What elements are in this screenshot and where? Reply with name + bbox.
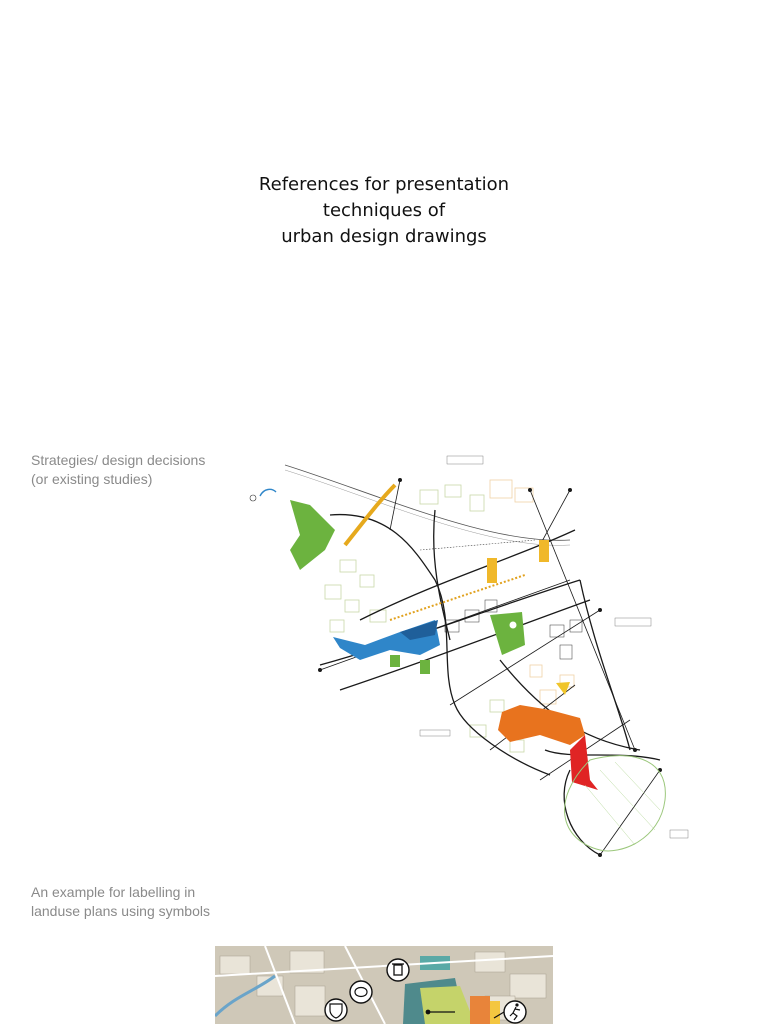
labelling-caption-line-2: landuse plans using symbols — [31, 903, 210, 919]
title-line-3: urban design drawings — [281, 226, 487, 247]
title-line-2: techniques of — [322, 200, 446, 221]
yellow-dotted-route — [390, 575, 525, 620]
strategies-caption-line-2: (or existing studies) — [31, 471, 153, 487]
yellow-zone-b — [539, 540, 549, 562]
strategy-map-figure — [240, 450, 700, 865]
red-zone — [570, 735, 598, 790]
page-title — [0, 172, 768, 250]
yellow-zone-c — [556, 682, 570, 695]
green-zone-west — [290, 500, 335, 570]
recycle-icon — [350, 981, 372, 1003]
orange-zone — [498, 705, 585, 745]
strategy-map — [240, 450, 700, 865]
trash-icon — [387, 959, 409, 981]
strategies-caption-line-1: Strategies/ design decisions — [31, 452, 206, 468]
running-figure-icon — [504, 1001, 526, 1023]
landuse-symbol-map-figure — [215, 946, 553, 1024]
radial-arrows — [318, 478, 661, 856]
shield-icon — [325, 999, 347, 1021]
strategies-caption — [31, 451, 231, 489]
green-zone-park — [490, 612, 525, 655]
landuse-symbol-map — [215, 946, 553, 1024]
yellow-zone-a — [487, 558, 497, 583]
orange-landuse — [470, 996, 490, 1024]
title-line-1: References for presentation — [258, 174, 510, 195]
labelling-caption — [31, 883, 231, 921]
labelling-caption-line-1: An example for labelling in — [31, 884, 196, 900]
